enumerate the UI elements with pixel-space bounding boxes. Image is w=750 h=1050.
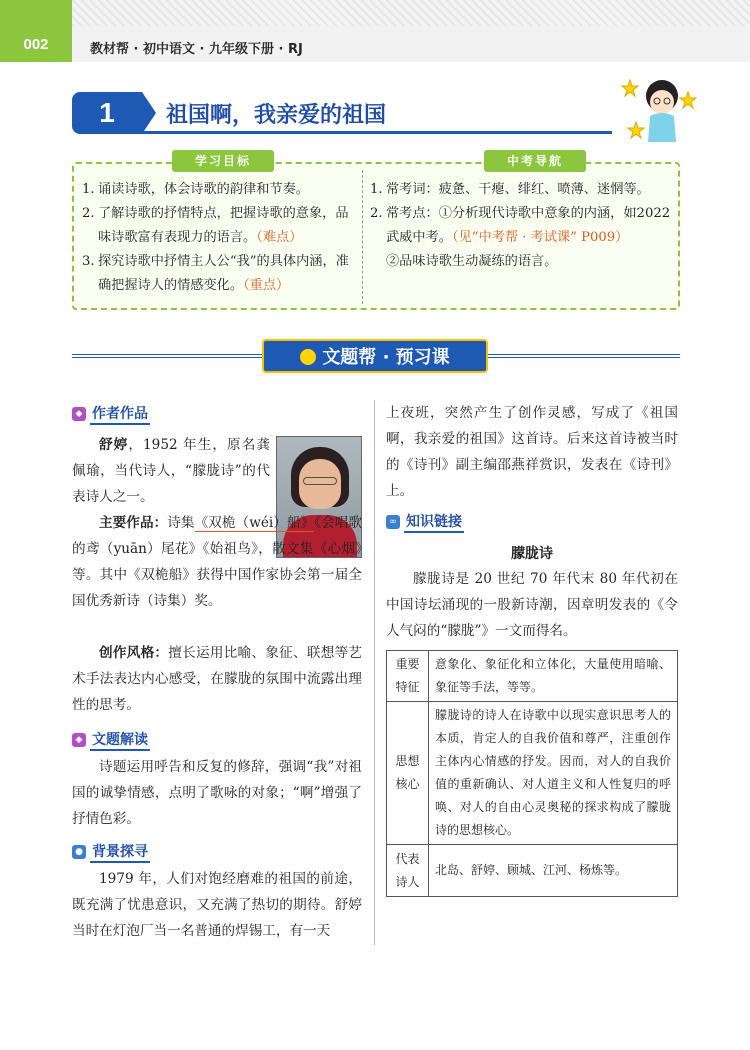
title-analysis-heading: ◆ 文题解读 <box>72 730 150 750</box>
knowledge-text: 朦胧诗是 20 世纪 70 年代末 80 年代初在中国诗坛涌现的一股新诗潮，因章明发表的《令人气闷的“朦胧”》一文而得名。 <box>386 571 678 639</box>
mascot-illustration <box>620 72 700 152</box>
table-key: 代表诗人 <box>387 845 429 897</box>
list-item: 3. 探究诗歌中抒情主人公“我”的具体内涵，准确把握诗人的情感变化。（重点） <box>82 254 349 293</box>
table-key: 重要特征 <box>387 651 429 702</box>
title-analysis-text: 诗题运用呼告和反复的修辞，强调“我”对祖国的诚挚情感，点明了歌咏的对象；“啊”增强了抒情色彩。 <box>72 759 362 827</box>
list-item: 1. 常考词：疲惫、干瘪、绯红、喷薄、迷惘等。 <box>370 182 650 197</box>
menglong-table <box>386 650 678 897</box>
link-icon: ∞ <box>386 515 400 529</box>
table-value: 朦胧诗的诗人在诗歌中以现实意识思考人的本质，肯定人的自我价值和尊严，注重创作主体内心情感的抒发。因而，对人的自我价值的重新确认、对人道主义和人性复归的呼唤、对人的自由心灵奥秘的探求构成了朦胧诗的思想核心。 <box>429 702 678 845</box>
section-banner: 文题帮 · 预习课 <box>262 339 488 373</box>
search-icon: ● <box>72 845 86 859</box>
list-item: 1. 诵读诗歌，体会诗歌的韵律和节奏。 <box>82 182 309 197</box>
running-title: 教材帮 · 初中语文 · 九年级下册 · RJ <box>90 42 303 57</box>
table-value: 意象化、象征化和立体化，大量使用暗喻、象征等手法，等等。 <box>429 651 678 702</box>
exam-guide-list <box>370 178 672 274</box>
objectives-divider <box>362 170 363 304</box>
table-key: 思想核心 <box>387 702 429 845</box>
background-heading: ● 背景探寻 <box>72 842 150 862</box>
author-heading: ◆ 作者作品 <box>72 404 150 424</box>
knowledge-title: 朦胧诗 <box>511 546 553 562</box>
list-item: ②品味诗歌生动凝练的语言。 <box>386 254 558 269</box>
page-number: 002 <box>23 36 49 53</box>
star-icon <box>680 92 696 108</box>
banner-rule-left <box>72 354 262 358</box>
learning-goals-list <box>82 178 354 298</box>
author-intro: 舒婷，1952 年生，原名龚佩瑜，当代诗人，“朦胧诗”的代表诗人之一。 <box>72 437 271 505</box>
lesson-number: 1 <box>72 92 142 134</box>
author-works: 主要作品：诗集《双桅（wéi）船》《会唱歌的鸢（yuān）尾花》《始祖鸟》，散文集《心烟》等。其中《双桅船》获得中国作家协会第一届全国优秀新诗（诗集）奖。 <box>72 515 363 609</box>
table-row <box>387 845 678 897</box>
background-text-left: 1979 年，人们对饱经磨难的祖国的前途，既充满了忧患意识，又充满了热切的期待。舒婷当时在灯泡厂当一名普通的焊锡工，有一天 <box>72 871 362 939</box>
list-item: 2. 常考点：①分析现代诗歌中意象的内涵，如2022 武威中考。（见“中考帮 · 考试课” P009） <box>370 206 671 245</box>
star-icon <box>628 122 644 138</box>
star-icon <box>622 80 638 96</box>
lightbulb-icon <box>300 349 316 365</box>
author-style: 创作风格：擅长运用比喻、象征、联想等艺术手法表达内心感受，在朦胧的氛围中流露出理性的思考。 <box>72 645 363 713</box>
background-text-right: 上夜班，突然产生了创作灵感，写成了《祖国啊，我亲爱的祖国》这首诗。后来这首诗被当时的《诗刊》副主编邵燕祥赏识，发表在《诗刊》上。 <box>386 405 678 499</box>
banner-rule-right <box>488 354 680 358</box>
lesson-title: 祖国啊，我亲爱的祖国 <box>166 103 387 128</box>
book-icon: ◆ <box>72 733 86 747</box>
column-divider <box>374 400 375 945</box>
table-value: 北岛、舒婷、顾城、江河、杨炼等。 <box>429 845 678 897</box>
book-icon: ◆ <box>72 407 86 421</box>
exam-guide-tag: 中考导航 <box>484 150 586 172</box>
list-item: 2. 了解诗歌的抒情特点，把握诗歌的意象，品味诗歌富有表现力的语言。（难点） <box>82 206 349 245</box>
knowledge-heading: ∞ 知识链接 <box>386 512 464 532</box>
table-row <box>387 651 678 702</box>
learning-goals-tag: 学习目标 <box>172 150 274 172</box>
table-row <box>387 702 678 845</box>
